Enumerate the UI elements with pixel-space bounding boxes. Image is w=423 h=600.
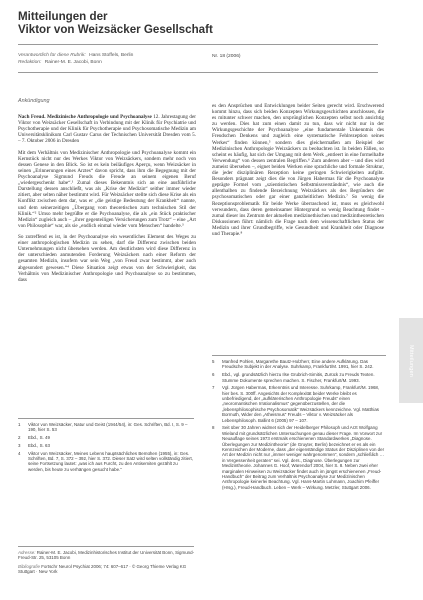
article-column-left [18, 114, 196, 288]
paragraph-body: So zutreffend es ist, in der Psychoanalyse ein wesentliches Element des Weges zu einer anthropologischen Medizin zu sehen, darf die Differenz zwischen beiden Unternehmungen nicht übersehen werden. Am deutlichsten wird diese Differenz in der unterschieden anmutenden Forderung Weizsäckers nach einer Reform der gesamten Medizin, insofern war sein Weg „von Freud zwar bestimmt, aber auch abgesondert gewesen.“⁴ Diese Situation zeigt etwas von der Schwierigkeit, das Verhältnis von Medizinischer Anthropologie und Psychoanalyse so zu bestimmen, dass [18, 234, 196, 283]
footnote [18, 435, 194, 440]
footnote-number: 3 [18, 442, 21, 448]
footnote-text: Viktor von Weizsäcker, Meines Lebens hauptsächliches Bemühen (1955), in: Ges. Schriften, Bd. 7, S. 372 – 392, hier S. 372. Dieser Satz wird selten vollständig zitiert, seine Fortsetzung lautet: „was ich aus Furcht, zu den Antisemiten gezählt zu werden, bis heute zu verhängen gesucht habe.“ [28, 450, 194, 472]
address-text: Rainer-M. E. Jacobi, Medizinhistorisches Institut der Universität Bonn, Sigmund-Freud-Str. 25, 53105 Bonn [18, 550, 195, 561]
footnote-text: Manfred Pohlen, Margarethe Bautz-Holzherr, Eine andere Aufklärung. Das Freudsche Subjekt in der Analyse. Suhrkamp, Frankfurt/M. 1991, hier S. 242. [222, 359, 374, 370]
editor-line [18, 59, 133, 66]
editor-label: Redaktion: [18, 60, 42, 65]
footnote-number: 7 [212, 385, 215, 391]
footnote-text: Ebd., vgl. grundsätzlich hierzu Ilse Grubrich-Simitis, Zurück zu Freuds Texten. Stumme Dokumente sprechen machen. S. Fischer, Frankfurt/M. 1993. [222, 372, 375, 383]
footnote-text: Ebd., S. 49 [28, 435, 50, 441]
footnote-rule-right [212, 355, 386, 356]
paragraph-body: Mit dem Verhältnis von Medizinischer Anthropologie und Psychoanalyse kommt ein Kernstück nicht nur des Werkes Viktor von Weizsäckers, sondern mehr noch von dessen Genese in den Blick. So ist es kein beiläufiges Aperçu, wenn Weizsäcker in seinen „Erinnerungen eines Arztes“ davon spricht, dass ihm die Begegnung mit der Psychoanalyse Sigmund Freuds die Freude an seinem eigenen Beruf „wiedergeschenkt habe“.¹ Zumal dieses Bekenntnis sich an eine ausführliche Darstellung dessen anschließt, was als „Krise der Medizin“ seither immer wieder zitiert, aber selten näher bestimmt wird. Für Weizsäcker stellte sich diese Krise als ein Konflikt zwischen dem dar, was er „die geistige Bedeutung der Krankheit“ nannte, und dem seinerzeitigen „Übergang vom theoretischen zum technischen Stil der Klinik.“² Umso mehr begrüßte er die Psychoanalyse, die als „ein Stück praktischer Medizin“ zugleich auch – „ihrer gegenteiligen Versicherungen zum Trotz“ – eine „Art von Philosophie“ war, als sie „endlich einmal wieder vom Menschen“ handelte.³ [18, 149, 196, 229]
footnote-text: Ebd., S. 63 [28, 442, 50, 448]
footnotes-right [212, 359, 386, 493]
footnote [212, 359, 386, 370]
issue-number: Nr. 18 (2006) [212, 54, 241, 59]
header-rule [18, 44, 378, 45]
bibliography-line [18, 564, 196, 575]
footnote-text: Viktor von Weizsäcker, Natur und Geist (1944/54), in: Ges. Schriften, Bd. I, S. 9 – 190, hier S. 53 [28, 422, 188, 433]
address-block [18, 550, 196, 575]
article-column-right [212, 103, 384, 242]
footnote-number: 8 [212, 425, 215, 431]
rubric-meta [18, 52, 133, 66]
editor-name: Rainer-M. E. Jacobi, Bonn [44, 60, 102, 65]
paragraph-body: es den Ansprüchen und Entwicklungen beider Seiten gerecht wird. Erschwerend kommt hinzu, dass sich beiden Konzepten Wirkungsgeschichten anschlossen, die es mitunter schwer machen, den ursprünglichen Konzepten selbst noch ansichtig zu werden. Dies hat zum einen damit zu tun, dass wir nicht nur in der Wirkungsgeschichte der Psychoanalyse „eine fundamentale Unkenntnis des Freudschen Denkens und zugleich eine systematische Fehlrezeption seines Werkes“ finden können,⁵ sondern dies gleichermaßen am Beispiel der Medizinischen Anthropologie Weizsäckers zu beobachten ist. In beiden Fällen, so scheint es häufig, hat sich der Umgang mit dem Werk „entleert in eine formelhafte Verwendung“ von dessen zentralen Begriffen.⁶ Zum anderen aber – und dies wird zumeist übersehen –, eignet beiden Werken eine sprachliche und formale Struktur, die jeder disziplinären Rezeption keine geringen Schwierigkeiten aufgibt. Besonders prägnant zeigt dies die von Jürgen Habermas für die Psychoanalyse geprägte Formel vom „szientistischen Selbstmissverständnis“, wie auch die allenthalben zu findende Bezeichnung Weizsäckers als des Begründers der psychosomatischen oder gar einer ganzheitlichen Medizin.⁷ So wenig die Rezeptionsproblematik für beide Werke überraschend ist, muss es gleichwohl verwundern, dass deren gemeinsamer Hintergrund so wenig Beachtung findet – zumal dieser ins Zentrum der aktuellen medizinethischen und medizintheoretischen Diskussionen führt: nämlich die Frage nach dem wissenschaftlichen Status der Medizin und ihrer Grundbegriffe, wie Gesundheit und Krankheit oder Diagnose und Therapie.⁸ [212, 103, 384, 237]
side-tab-label: Mitteilungen [408, 344, 414, 377]
paragraph-intro [18, 114, 196, 144]
page-header [18, 10, 378, 36]
address-label: Adresse: [18, 550, 36, 555]
header-title-line2: Viktor von Weizsäcker Gesellschaft [18, 23, 213, 36]
article-title: Nach Freud. Medizinische Anthropologie und Psychoanalyse [18, 114, 152, 120]
footnote-rule-left [18, 418, 194, 419]
footnotes-left [18, 422, 194, 474]
bibliography-text: Fortschr Neurol Psychiat 2006; 74: 607–617 · © Georg Thieme Verlag KG Stuttgart · New York [18, 563, 187, 575]
section-side-tab [399, 318, 423, 403]
footnote-number: 4 [18, 450, 21, 456]
footnote-number: 5 [212, 359, 215, 364]
footnote [212, 425, 386, 490]
footnote-number: 1 [18, 422, 21, 427]
article-intro-text: 12. Jahrestagung der Viktor von Weizsäcker Gesellschaft in Verbindung mit der Klinik für Psychiatrie und Psychotherapie und der Klinik für Psychotherapie und Psychosomatische Medizin am Universitätsklinikum Carl Gustav Carus der Technischen Universität Dresden vom 5. – 7. Oktober 2006 in Dresden [18, 114, 196, 145]
footnote [212, 385, 386, 423]
section-label: Ankündigung [18, 98, 50, 104]
footnote [18, 451, 194, 473]
footnote [18, 443, 194, 448]
footnote [212, 372, 386, 383]
responsible-label: Verantwortlich für diese Rubrik: [18, 53, 86, 58]
footnote-text: Seit über 30 Jahren widmet sich der Heidelberger Philosoph und Arzt Wolfgang Wieland mit grundsätzlichen Untersuchungen genau dieser Frage. Im Vorwort zur Neuauflage seines 1973 erstmals erschienenen Standardwerkes „Diagnose. Überlegungen zur Medizintheorie“ (de Gruyter, Berlin) bezeichnet er es als ein Kennzeichen der Moderne, dass „der eigenständige Status der Disziplinen von der Art der Medizin nicht nur „immer weniger wahrgenommen“, sondern „schließlich … in Vergessenheit geraten“ sei. Vgl. ders., Diagnose. Überlegungen zur Medizintheorie. Johannes G. Hoof, Warendorf 2004, hier S. 8. Neben zwei eher marginalen Hinweisen zu Weizsäcker findet auch im jüngst erschienenen „Freud-Handbuch“ der Beitrag zum Verhältnis Psychoanalyse zur Medizinischen Anthropologie keinerlei Beachtung. Vgl. Hans-Martin Lohmann, Joachim Pfeiffer (Hrsg.), Freud-Handbuch. Leben – Werk – Wirkung. Metzler, Stuttgart 2006. [222, 425, 385, 490]
footnote-text: Vgl. Jürgen Habermas, Erkenntnis und Interesse. Suhrkamp, Frankfurt/M. 1968, hier bes. S. 300ff. Angesichts der Komplexität beider Werke bleibt es unbefriedigend, der „aufklärerischen Anthropologie Freuds“ einen „neoromantischen Irrationalismus“ gegenüberzustellen, der die „lebensphilosophische Psychosomatik“ Weizsäckers kennzeichne. Vgl. Matthias Bormuth, Wider den „Atheismus“ Freuds – Viktor v. Weizsäcker als Lebensphilosoph. Ballint 6 (2005) 97 – 107. [222, 385, 380, 423]
responsible-line [18, 52, 133, 59]
meta-rule [18, 72, 378, 73]
address-line [18, 550, 196, 561]
footnote [18, 422, 194, 433]
bibliography-label: Bibliografie [18, 563, 40, 569]
address-rule [18, 546, 194, 547]
header-title-line1: Mitteilungen der [18, 10, 108, 23]
responsible-name: Hans Stoffels, Berlin [89, 53, 134, 58]
footnote-number: 2 [18, 435, 21, 441]
footnote-number: 6 [212, 372, 215, 378]
